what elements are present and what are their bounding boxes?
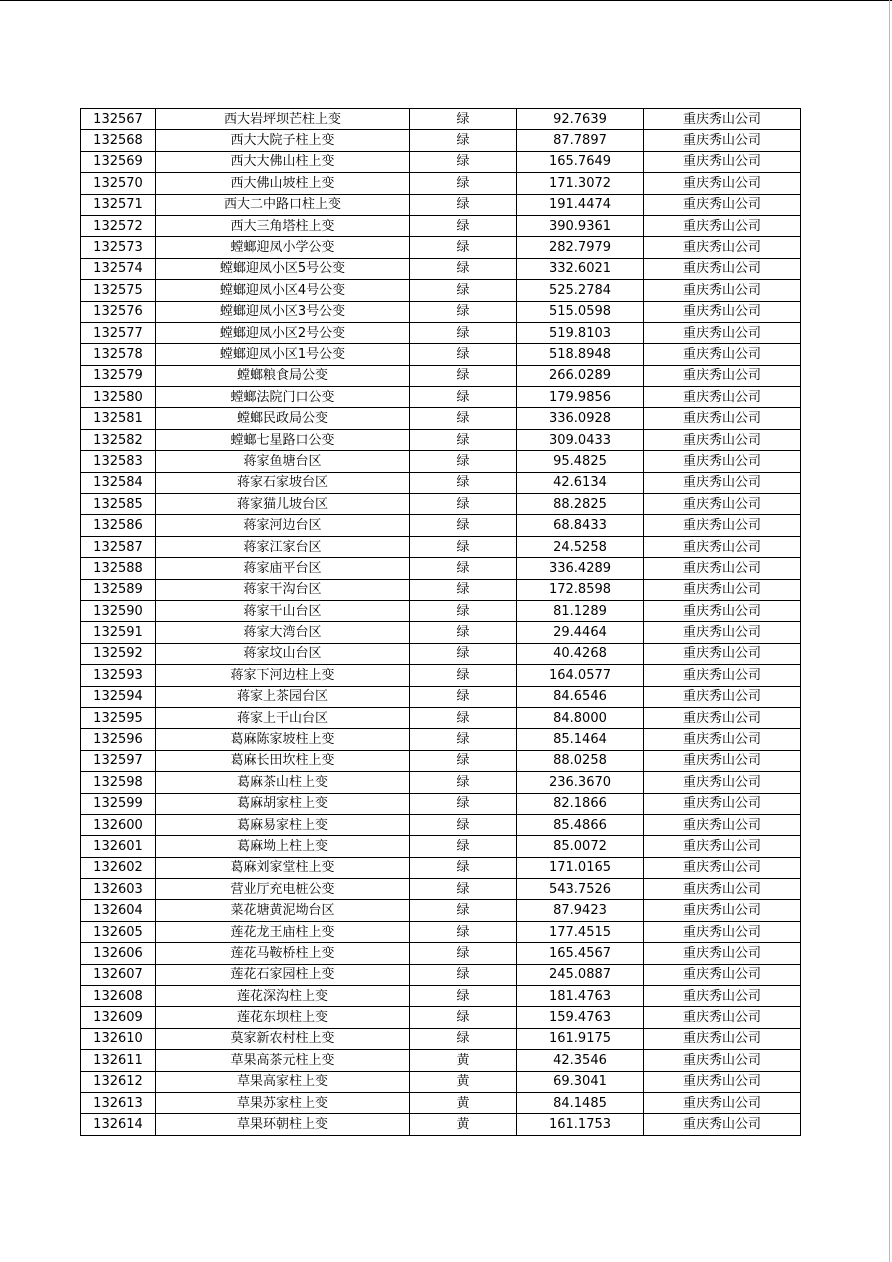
value-cell: 236.3670 — [517, 772, 644, 793]
company-cell: 重庆秀山公司 — [644, 429, 801, 450]
color-cell: 绿 — [410, 344, 517, 365]
name-cell: 葛麻长田坎柱上变 — [156, 750, 410, 771]
company-cell: 重庆秀山公司 — [644, 536, 801, 557]
value-cell: 172.8598 — [517, 579, 644, 600]
id-cell: 132602 — [81, 857, 156, 878]
value-cell: 85.1464 — [517, 729, 644, 750]
value-cell: 282.7979 — [517, 237, 644, 258]
name-cell: 蒋家干沟台区 — [156, 579, 410, 600]
value-cell: 81.1289 — [517, 600, 644, 621]
company-cell: 重庆秀山公司 — [644, 194, 801, 215]
value-cell: 92.7639 — [517, 109, 644, 130]
name-cell: 西大大院子柱上变 — [156, 130, 410, 151]
id-cell: 132578 — [81, 344, 156, 365]
id-cell: 132588 — [81, 558, 156, 579]
table-row — [81, 665, 801, 686]
id-cell: 132572 — [81, 215, 156, 236]
color-cell: 绿 — [410, 600, 517, 621]
table-row — [81, 387, 801, 408]
value-cell: 88.2825 — [517, 494, 644, 515]
page-top-border — [0, 0, 892, 1]
company-cell: 重庆秀山公司 — [644, 600, 801, 621]
name-cell: 螳螂迎凤小学公变 — [156, 237, 410, 258]
id-cell: 132584 — [81, 472, 156, 493]
value-cell: 95.4825 — [517, 451, 644, 472]
name-cell: 蒋家干山台区 — [156, 600, 410, 621]
table-row — [81, 322, 801, 343]
table-row — [81, 515, 801, 536]
value-cell: 181.4763 — [517, 986, 644, 1007]
id-cell: 132607 — [81, 964, 156, 985]
company-cell: 重庆秀山公司 — [644, 1007, 801, 1028]
color-cell: 绿 — [410, 130, 517, 151]
name-cell: 营业厅充电桩公变 — [156, 879, 410, 900]
company-cell: 重庆秀山公司 — [644, 558, 801, 579]
name-cell: 葛麻坳上柱上变 — [156, 836, 410, 857]
value-cell: 87.7897 — [517, 130, 644, 151]
value-cell: 85.4866 — [517, 814, 644, 835]
color-cell: 绿 — [410, 280, 517, 301]
color-cell: 绿 — [410, 429, 517, 450]
table-row — [81, 558, 801, 579]
color-cell: 绿 — [410, 900, 517, 921]
color-cell: 绿 — [410, 1028, 517, 1049]
table-row — [81, 237, 801, 258]
name-cell: 蒋家石家坡台区 — [156, 472, 410, 493]
color-cell: 黄 — [410, 1092, 517, 1113]
color-cell: 绿 — [410, 301, 517, 322]
company-cell: 重庆秀山公司 — [644, 515, 801, 536]
company-cell: 重庆秀山公司 — [644, 943, 801, 964]
name-cell: 葛麻陈家坡柱上变 — [156, 729, 410, 750]
company-cell: 重庆秀山公司 — [644, 900, 801, 921]
table-row — [81, 1007, 801, 1028]
id-cell: 132596 — [81, 729, 156, 750]
id-cell: 132612 — [81, 1071, 156, 1092]
table-row — [81, 900, 801, 921]
table-row — [81, 772, 801, 793]
table-row — [81, 1050, 801, 1071]
color-cell: 绿 — [410, 494, 517, 515]
company-cell: 重庆秀山公司 — [644, 1028, 801, 1049]
id-cell: 132599 — [81, 793, 156, 814]
id-cell: 132576 — [81, 301, 156, 322]
company-cell: 重庆秀山公司 — [644, 1114, 801, 1135]
name-cell: 螳螂迎凤小区2号公变 — [156, 322, 410, 343]
name-cell: 螳螂法院门口公变 — [156, 387, 410, 408]
company-cell: 重庆秀山公司 — [644, 365, 801, 386]
name-cell: 蒋家上干山台区 — [156, 707, 410, 728]
color-cell: 绿 — [410, 836, 517, 857]
name-cell: 西大佛山坡柱上变 — [156, 173, 410, 194]
name-cell: 蒋家庙平台区 — [156, 558, 410, 579]
color-cell: 绿 — [410, 536, 517, 557]
table-row — [81, 836, 801, 857]
value-cell: 171.0165 — [517, 857, 644, 878]
name-cell: 蒋家鱼塘台区 — [156, 451, 410, 472]
transformer-table — [80, 108, 801, 1136]
table-row — [81, 258, 801, 279]
color-cell: 绿 — [410, 750, 517, 771]
table-row — [81, 1028, 801, 1049]
name-cell: 蒋家猫儿坡台区 — [156, 494, 410, 515]
id-cell: 132575 — [81, 280, 156, 301]
name-cell: 螳螂迎凤小区3号公变 — [156, 301, 410, 322]
id-cell: 132609 — [81, 1007, 156, 1028]
company-cell: 重庆秀山公司 — [644, 686, 801, 707]
company-cell: 重庆秀山公司 — [644, 280, 801, 301]
name-cell: 蒋家河边台区 — [156, 515, 410, 536]
color-cell: 绿 — [410, 643, 517, 664]
color-cell: 绿 — [410, 665, 517, 686]
table-row — [81, 943, 801, 964]
name-cell: 草果环朝柱上变 — [156, 1114, 410, 1135]
value-cell: 543.7526 — [517, 879, 644, 900]
name-cell: 蒋家大湾台区 — [156, 622, 410, 643]
value-cell: 69.3041 — [517, 1071, 644, 1092]
id-cell: 132591 — [81, 622, 156, 643]
name-cell: 莲花东坝柱上变 — [156, 1007, 410, 1028]
table-row — [81, 151, 801, 172]
table-row — [81, 707, 801, 728]
id-cell: 132610 — [81, 1028, 156, 1049]
id-cell: 132580 — [81, 387, 156, 408]
color-cell: 绿 — [410, 729, 517, 750]
name-cell: 葛麻刘家堂柱上变 — [156, 857, 410, 878]
value-cell: 191.4474 — [517, 194, 644, 215]
table-row — [81, 986, 801, 1007]
table-row — [81, 109, 801, 130]
company-cell: 重庆秀山公司 — [644, 921, 801, 942]
table-row — [81, 536, 801, 557]
company-cell: 重庆秀山公司 — [644, 130, 801, 151]
value-cell: 84.1485 — [517, 1092, 644, 1113]
color-cell: 绿 — [410, 964, 517, 985]
company-cell: 重庆秀山公司 — [644, 836, 801, 857]
company-cell: 重庆秀山公司 — [644, 387, 801, 408]
color-cell: 绿 — [410, 472, 517, 493]
color-cell: 绿 — [410, 215, 517, 236]
id-cell: 132592 — [81, 643, 156, 664]
value-cell: 266.0289 — [517, 365, 644, 386]
table-row — [81, 921, 801, 942]
table-row — [81, 429, 801, 450]
table-row — [81, 451, 801, 472]
color-cell: 绿 — [410, 814, 517, 835]
table-row — [81, 600, 801, 621]
company-cell: 重庆秀山公司 — [644, 814, 801, 835]
id-cell: 132573 — [81, 237, 156, 258]
id-cell: 132606 — [81, 943, 156, 964]
name-cell: 螳螂七星路口公变 — [156, 429, 410, 450]
value-cell: 309.0433 — [517, 429, 644, 450]
table-row — [81, 879, 801, 900]
color-cell: 绿 — [410, 558, 517, 579]
table-row — [81, 408, 801, 429]
value-cell: 161.1753 — [517, 1114, 644, 1135]
name-cell: 螳螂粮食局公变 — [156, 365, 410, 386]
color-cell: 绿 — [410, 173, 517, 194]
id-cell: 132589 — [81, 579, 156, 600]
table-row — [81, 793, 801, 814]
value-cell: 161.9175 — [517, 1028, 644, 1049]
color-cell: 绿 — [410, 237, 517, 258]
table-row — [81, 365, 801, 386]
company-cell: 重庆秀山公司 — [644, 964, 801, 985]
name-cell: 西大二中路口柱上变 — [156, 194, 410, 215]
id-cell: 132611 — [81, 1050, 156, 1071]
name-cell: 蒋家下河边柱上变 — [156, 665, 410, 686]
company-cell: 重庆秀山公司 — [644, 151, 801, 172]
company-cell: 重庆秀山公司 — [644, 729, 801, 750]
color-cell: 绿 — [410, 194, 517, 215]
name-cell: 葛麻胡家柱上变 — [156, 793, 410, 814]
table-row — [81, 472, 801, 493]
table-row — [81, 814, 801, 835]
company-cell: 重庆秀山公司 — [644, 643, 801, 664]
name-cell: 莲花龙王庙柱上变 — [156, 921, 410, 942]
table-body — [81, 109, 801, 1136]
company-cell: 重庆秀山公司 — [644, 1050, 801, 1071]
id-cell: 132587 — [81, 536, 156, 557]
table-row — [81, 344, 801, 365]
company-cell: 重庆秀山公司 — [644, 879, 801, 900]
company-cell: 重庆秀山公司 — [644, 472, 801, 493]
id-cell: 132583 — [81, 451, 156, 472]
table-row — [81, 301, 801, 322]
color-cell: 绿 — [410, 322, 517, 343]
table-row — [81, 579, 801, 600]
color-cell: 绿 — [410, 707, 517, 728]
value-cell: 245.0887 — [517, 964, 644, 985]
value-cell: 332.6021 — [517, 258, 644, 279]
color-cell: 绿 — [410, 986, 517, 1007]
color-cell: 绿 — [410, 793, 517, 814]
table-row — [81, 857, 801, 878]
id-cell: 132605 — [81, 921, 156, 942]
company-cell: 重庆秀山公司 — [644, 109, 801, 130]
id-cell: 132579 — [81, 365, 156, 386]
color-cell: 绿 — [410, 943, 517, 964]
color-cell: 黄 — [410, 1114, 517, 1135]
id-cell: 132590 — [81, 600, 156, 621]
color-cell: 绿 — [410, 579, 517, 600]
company-cell: 重庆秀山公司 — [644, 344, 801, 365]
value-cell: 179.9856 — [517, 387, 644, 408]
id-cell: 132597 — [81, 750, 156, 771]
name-cell: 莲花石家园柱上变 — [156, 964, 410, 985]
name-cell: 莲花深沟柱上变 — [156, 986, 410, 1007]
color-cell: 黄 — [410, 1050, 517, 1071]
table-row — [81, 173, 801, 194]
table-row — [81, 643, 801, 664]
id-cell: 132595 — [81, 707, 156, 728]
company-cell: 重庆秀山公司 — [644, 215, 801, 236]
value-cell: 336.0928 — [517, 408, 644, 429]
name-cell: 螳螂民政局公变 — [156, 408, 410, 429]
color-cell: 绿 — [410, 857, 517, 878]
color-cell: 绿 — [410, 258, 517, 279]
id-cell: 132614 — [81, 1114, 156, 1135]
company-cell: 重庆秀山公司 — [644, 857, 801, 878]
company-cell: 重庆秀山公司 — [644, 793, 801, 814]
table-row — [81, 729, 801, 750]
value-cell: 40.4268 — [517, 643, 644, 664]
id-cell: 132570 — [81, 173, 156, 194]
value-cell: 42.3546 — [517, 1050, 644, 1071]
company-cell: 重庆秀山公司 — [644, 301, 801, 322]
company-cell: 重庆秀山公司 — [644, 1092, 801, 1113]
color-cell: 绿 — [410, 387, 517, 408]
value-cell: 84.6546 — [517, 686, 644, 707]
value-cell: 68.8433 — [517, 515, 644, 536]
value-cell: 82.1866 — [517, 793, 644, 814]
id-cell: 132571 — [81, 194, 156, 215]
name-cell: 草果高家柱上变 — [156, 1071, 410, 1092]
company-cell: 重庆秀山公司 — [644, 750, 801, 771]
value-cell: 159.4763 — [517, 1007, 644, 1028]
value-cell: 515.0598 — [517, 301, 644, 322]
company-cell: 重庆秀山公司 — [644, 1071, 801, 1092]
value-cell: 88.0258 — [517, 750, 644, 771]
id-cell: 132577 — [81, 322, 156, 343]
id-cell: 132568 — [81, 130, 156, 151]
name-cell: 菜花塘黄泥坳台区 — [156, 900, 410, 921]
value-cell: 525.2784 — [517, 280, 644, 301]
page-right-border — [889, 0, 890, 1262]
company-cell: 重庆秀山公司 — [644, 173, 801, 194]
value-cell: 336.4289 — [517, 558, 644, 579]
name-cell: 西大三角塔柱上变 — [156, 215, 410, 236]
name-cell: 西大大佛山柱上变 — [156, 151, 410, 172]
id-cell: 132569 — [81, 151, 156, 172]
table-row — [81, 686, 801, 707]
id-cell: 132600 — [81, 814, 156, 835]
table-row — [81, 750, 801, 771]
table-row — [81, 1071, 801, 1092]
color-cell: 绿 — [410, 879, 517, 900]
table-row — [81, 1114, 801, 1135]
name-cell: 西大岩坪坝芒柱上变 — [156, 109, 410, 130]
name-cell: 葛麻易家柱上变 — [156, 814, 410, 835]
table-row — [81, 1092, 801, 1113]
id-cell: 132598 — [81, 772, 156, 793]
table-row — [81, 494, 801, 515]
company-cell: 重庆秀山公司 — [644, 494, 801, 515]
name-cell: 莫家新农村柱上变 — [156, 1028, 410, 1049]
value-cell: 29.4464 — [517, 622, 644, 643]
company-cell: 重庆秀山公司 — [644, 322, 801, 343]
color-cell: 绿 — [410, 515, 517, 536]
value-cell: 177.4515 — [517, 921, 644, 942]
name-cell: 蒋家上茶园台区 — [156, 686, 410, 707]
value-cell: 518.8948 — [517, 344, 644, 365]
value-cell: 42.6134 — [517, 472, 644, 493]
company-cell: 重庆秀山公司 — [644, 665, 801, 686]
id-cell: 132604 — [81, 900, 156, 921]
value-cell: 390.9361 — [517, 215, 644, 236]
color-cell: 绿 — [410, 451, 517, 472]
company-cell: 重庆秀山公司 — [644, 258, 801, 279]
name-cell: 蒋家江家台区 — [156, 536, 410, 557]
id-cell: 132594 — [81, 686, 156, 707]
company-cell: 重庆秀山公司 — [644, 451, 801, 472]
color-cell: 绿 — [410, 622, 517, 643]
id-cell: 132586 — [81, 515, 156, 536]
table-row — [81, 622, 801, 643]
value-cell: 24.5258 — [517, 536, 644, 557]
color-cell: 黄 — [410, 1071, 517, 1092]
table-row — [81, 964, 801, 985]
color-cell: 绿 — [410, 151, 517, 172]
color-cell: 绿 — [410, 921, 517, 942]
color-cell: 绿 — [410, 408, 517, 429]
table-row — [81, 215, 801, 236]
company-cell: 重庆秀山公司 — [644, 622, 801, 643]
company-cell: 重庆秀山公司 — [644, 986, 801, 1007]
company-cell: 重庆秀山公司 — [644, 579, 801, 600]
id-cell: 132582 — [81, 429, 156, 450]
id-cell: 132574 — [81, 258, 156, 279]
value-cell: 519.8103 — [517, 322, 644, 343]
company-cell: 重庆秀山公司 — [644, 772, 801, 793]
name-cell: 螳螂迎凤小区5号公变 — [156, 258, 410, 279]
color-cell: 绿 — [410, 1007, 517, 1028]
value-cell: 84.8000 — [517, 707, 644, 728]
id-cell: 132567 — [81, 109, 156, 130]
value-cell: 165.7649 — [517, 151, 644, 172]
table-row — [81, 130, 801, 151]
table-row — [81, 194, 801, 215]
company-cell: 重庆秀山公司 — [644, 408, 801, 429]
name-cell: 螳螂迎凤小区4号公变 — [156, 280, 410, 301]
id-cell: 132585 — [81, 494, 156, 515]
value-cell: 85.0072 — [517, 836, 644, 857]
color-cell: 绿 — [410, 686, 517, 707]
name-cell: 草果苏家柱上变 — [156, 1092, 410, 1113]
id-cell: 132581 — [81, 408, 156, 429]
value-cell: 164.0577 — [517, 665, 644, 686]
color-cell: 绿 — [410, 772, 517, 793]
company-cell: 重庆秀山公司 — [644, 707, 801, 728]
table-row — [81, 280, 801, 301]
id-cell: 132601 — [81, 836, 156, 857]
name-cell: 葛麻茶山柱上变 — [156, 772, 410, 793]
company-cell: 重庆秀山公司 — [644, 237, 801, 258]
value-cell: 87.9423 — [517, 900, 644, 921]
color-cell: 绿 — [410, 109, 517, 130]
id-cell: 132608 — [81, 986, 156, 1007]
name-cell: 蒋家坟山台区 — [156, 643, 410, 664]
id-cell: 132613 — [81, 1092, 156, 1113]
name-cell: 莲花马鞍桥柱上变 — [156, 943, 410, 964]
color-cell: 绿 — [410, 365, 517, 386]
id-cell: 132593 — [81, 665, 156, 686]
id-cell: 132603 — [81, 879, 156, 900]
name-cell: 螳螂迎凤小区1号公变 — [156, 344, 410, 365]
value-cell: 165.4567 — [517, 943, 644, 964]
name-cell: 草果高茶元柱上变 — [156, 1050, 410, 1071]
value-cell: 171.3072 — [517, 173, 644, 194]
